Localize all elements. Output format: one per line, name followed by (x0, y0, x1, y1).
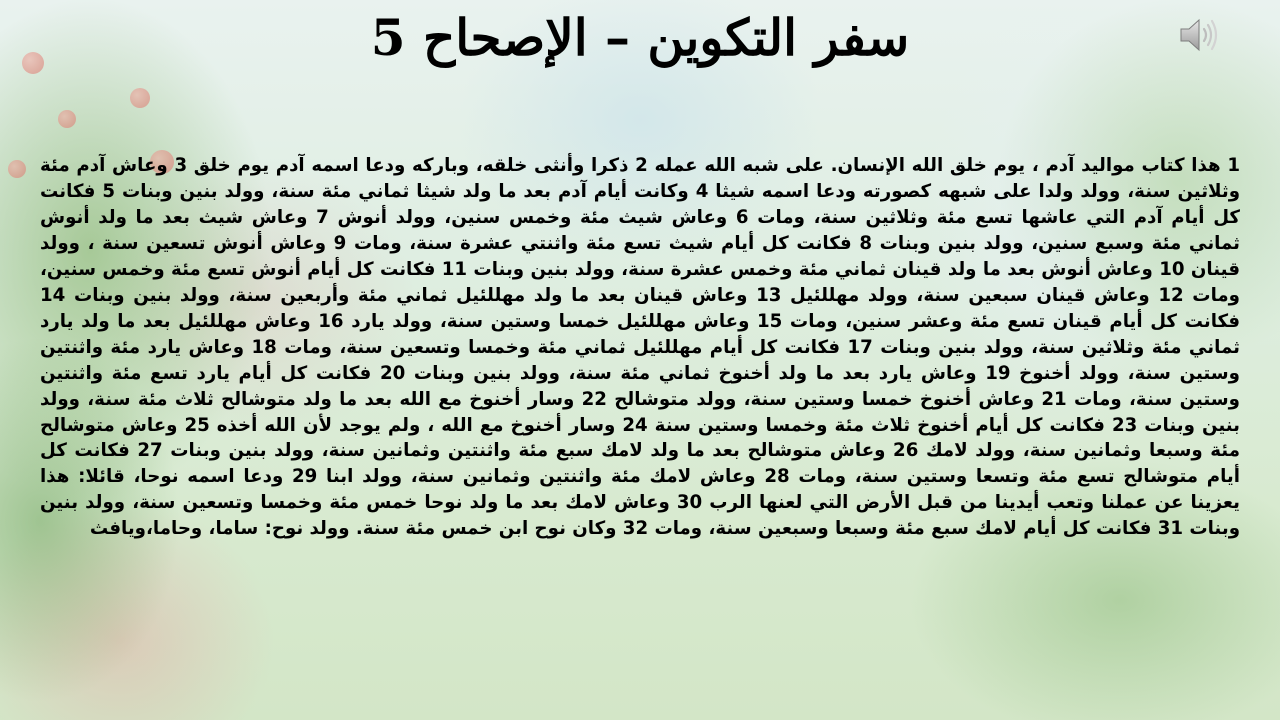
background-fruit (58, 110, 76, 128)
chapter-text: 1 هذا كتاب مواليد آدم ، يوم خلق الله الإنسان. على شبه الله عمله 2 ذكرا وأنثى خلقه، وباركه ودعا اسمه آدم يوم خلق 3 وعاش آدم مئة وثلاثين سنة، وولد ولدا على شبهه كصورته ودعا اسمه شيثا 4 وكانت أيام آدم بعد ما ولد شيثا ثماني مئة سنة، وولد بنين وبنات 5 فكانت كل أيام آدم التي عاشها تسع مئة وثلاثين سنة، ومات 6 وعاش شيث مئة وخمس سنين، وولد أنوش 7 وعاش شيث بعد ما ولد أنوش ثماني مئة وسبع سنين، وولد بنين وبنات 8 فكانت كل أيام شيث تسع مئة واثنتي عشرة سنة، ومات 9 وعاش أنوش تسعين سنة ، وولد قينان 10 وعاش أنوش بعد ما ولد قينان ثماني مئة وخمس عشرة سنة، وولد بنين وبنات 11 فكانت كل أيام أنوش تسع مئة وخمس سنين، ومات 12 وعاش قينان سبعين سنة، وولد مهللئيل 13 وعاش قينان بعد ما ولد مهللئيل ثماني مئة وأربعين سنة، وولد بنين وبنات 14 فكانت كل أيام قينان تسع مئة وعشر سنين، ومات 15 وعاش مهللئيل خمسا وستين سنة، وولد يارد 16 وعاش مهللئيل بعد ما ولد يارد ثماني مئة وثلاثين سنة، وولد بنين وبنات 17 فكانت كل أيام مهللئيل ثماني مئة وخمسا وتسعين سنة، ومات 18 وعاش يارد مئة واثنتين وستين سنة، وولد أخنوخ 19 وعاش يارد بعد ما ولد أخنوخ ثماني مئة سنة، وولد بنين وبنات 20 فكانت كل أيام يارد تسع مئة واثنتين وستين سنة، ومات 21 وعاش أخنوخ خمسا وستين سنة، وولد متوشالح 22 وسار أخنوخ مع الله بعد ما ولد متوشالح ثلاث مئة سنة، وولد بنين وبنات 23 فكانت كل أيام أخنوخ ثلاث مئة وخمسا وستين سنة 24 وسار أخنوخ مع الله ، ولم يوجد لأن الله أخذه 25 وعاش متوشالح مئة وسبعا وثمانين سنة، وولد لامك 26 وعاش متوشالح بعد ما ولد لامك سبع مئة واثنتين وثمانين سنة، وولد بنين وبنات 27 فكانت كل أيام متوشالح تسع مئة وتسعا وستين سنة، ومات 28 وعاش لامك مئة واثنتين وثمانين سنة، وولد ابنا 29 ودعا اسمه نوحا، قائلا: هذا يعزينا عن عملنا وتعب أيدينا من قبل الأرض التي لعنها الرب 30 وعاش لامك بعد ما ولد نوحا خمس مئة وخمسا وتسعين سنة، وولد بنين وبنات 31 فكانت كل أيام لامك سبع مئة وسبعا وسبعين سنة، ومات 32 وكان نوح ابن خمس مئة سنة. وولد نوح: ساما، وحاما،ويافث (40, 155, 1241, 540)
background-fruit (130, 88, 150, 108)
background-fruit (8, 160, 26, 178)
slide-title: سفر التكوين – الإصحاح 5 (370, 8, 910, 67)
speaker-icon[interactable] (1178, 16, 1222, 54)
